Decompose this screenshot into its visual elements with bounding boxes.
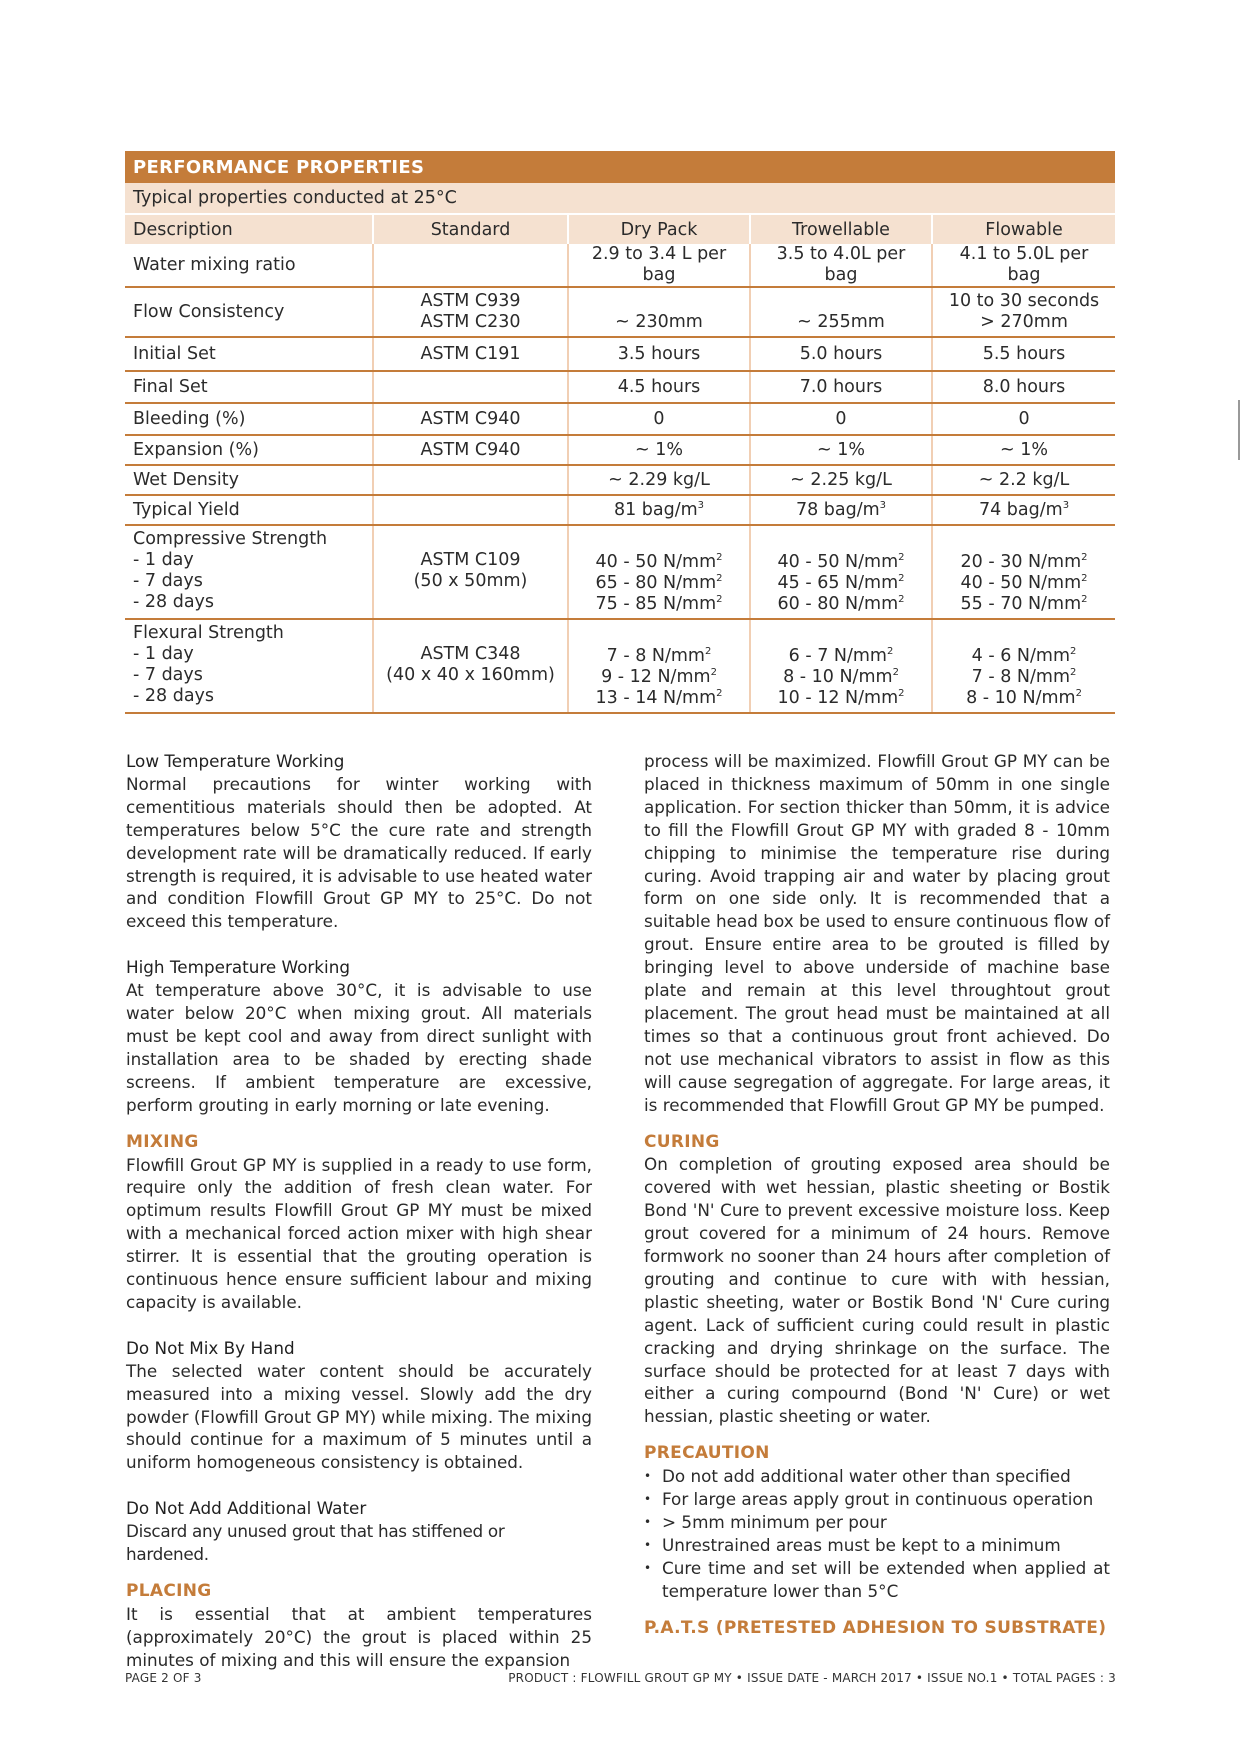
standard-line: ASTM C109	[420, 550, 521, 570]
high-temperature-heading: High Temperature Working	[126, 957, 350, 978]
cell-flowable	[932, 525, 1115, 619]
superscript: 2	[716, 573, 723, 585]
value-text: 40 - 50 N/mm	[777, 552, 899, 572]
superscript: 2	[892, 667, 899, 679]
table-row-expansion	[125, 435, 1115, 465]
cell-dry-pack	[568, 619, 750, 713]
value-line	[759, 552, 923, 573]
list-item: • Unrestrained areas must be kept to a minimum	[644, 1534, 1110, 1557]
value-text: 75 - 85 N/mm	[595, 594, 717, 614]
cell-dry-pack: 2.9 to 3.4 L per bag	[568, 244, 750, 287]
description-line: Flexural Strength	[133, 623, 284, 643]
superscript: 3	[879, 499, 887, 511]
row-standard	[373, 371, 568, 403]
standard-line: (50 x 50mm)	[413, 571, 528, 591]
superscript: 2	[716, 594, 723, 606]
description-line: - 1 day	[133, 644, 194, 664]
superscript: 2	[898, 688, 905, 700]
cell-trowellable	[750, 495, 932, 525]
value-line	[577, 667, 741, 688]
value-text: 7 - 8 N/mm	[971, 667, 1070, 687]
cell-dry-pack	[568, 525, 750, 619]
cell-dry-pack: 3.5 hours	[568, 337, 750, 371]
value-text: 60 - 80 N/mm	[777, 594, 899, 614]
superscript: 2	[898, 594, 905, 606]
row-description: Initial Set	[125, 337, 373, 371]
value-line	[577, 688, 741, 709]
table-row-compressive-strength	[125, 525, 1115, 619]
description-line: - 28 days	[133, 686, 215, 706]
do-not-mix-by-hand-text: The selected water content should be accurately measured into a mixing vessel. Slowly add the dry powder (Flowfill Grout GP MY) while mixing. The mixing should continue for a maximum of 5 minutes until a uniform homogeneous consistency is obtained.	[126, 1360, 592, 1473]
value-line	[941, 688, 1107, 709]
standard-line: ASTM C939	[420, 291, 521, 311]
description-line: Compressive Strength	[133, 529, 328, 549]
superscript: 2	[1081, 594, 1088, 606]
standard-line: ASTM C348	[420, 644, 521, 664]
table-row-flow-consistency	[125, 287, 1115, 337]
cell-trowellable: ~ 2.25 kg/L	[750, 465, 932, 495]
row-standard	[373, 244, 568, 287]
low-temperature-text: Normal precautions for winter working with cementitious materials should then be adopted. At temperatures below 5°C the cure rate and strength development rate will be dramatically reduced. If early strength is required, it is advisable to use heated water and condition Flowfill Grout GP MY to 25°C. Do not exceed this temperature.	[126, 773, 592, 932]
left-text-column	[126, 750, 592, 1672]
description-line: - 7 days	[133, 571, 203, 591]
value-line: > 270mm	[980, 312, 1068, 332]
cell-dry-pack: ~ 1%	[568, 435, 750, 465]
value-line	[941, 552, 1107, 573]
curing-heading: CURING	[644, 1131, 720, 1152]
cell-flowable: ~ 1%	[932, 435, 1115, 465]
cell-trowellable: 7.0 hours	[750, 371, 932, 403]
table-header-row	[125, 214, 1115, 244]
superscript: 2	[1075, 688, 1082, 700]
value-line	[759, 688, 923, 709]
cell-flowable: 8.0 hours	[932, 371, 1115, 403]
row-description	[125, 619, 373, 713]
value-line	[941, 667, 1107, 688]
value-line	[759, 667, 923, 688]
value-text: 65 - 80 N/mm	[595, 573, 717, 593]
footer-product-info: PRODUCT : FLOWFILL GROUT GP MY • ISSUE DATE - MARCH 2017 • ISSUE NO.1 • TOTAL PAGES : 3	[508, 1671, 1116, 1685]
list-item: • Cure time and set will be extended when applied at temperature lower than 5°C	[644, 1557, 1110, 1603]
value-text: 13 - 14 N/mm	[595, 688, 717, 708]
standard-line: (40 x 40 x 160mm)	[386, 665, 555, 685]
row-description: Wet Density	[125, 465, 373, 495]
precaution-list	[644, 1465, 1110, 1602]
value-line	[759, 646, 923, 667]
cell-dry-pack: 0	[568, 403, 750, 435]
cell-trowellable: ~ 1%	[750, 435, 932, 465]
table-row-final-set	[125, 371, 1115, 403]
value-text: 40 - 50 N/mm	[595, 552, 717, 572]
value-line	[577, 594, 741, 615]
row-standard	[373, 619, 568, 713]
value-line	[577, 573, 741, 594]
table-row-water-mixing-ratio	[125, 244, 1115, 287]
cell-flowable: 4.1 to 5.0L per bag	[932, 244, 1115, 287]
standard-line: ASTM C230	[420, 312, 521, 332]
placing-continued-text: process will be maximized. Flowfill Grout GP MY can be placed in thickness maximum of 50mm in one single application. For section thicker than 50mm, it is advice to fill the Flowfill Grout GP MY with graded 8 - 10mm chipping to minimise the temperature rise during curing. Avoid trapping air and water by placing grout form on one side only. It is recommended that a suitable head box be used to ensure continuous flow of grout. Ensure entire area to be grouted is filled by bringing level to above underside of machine base plate and remain at this level throughtout grout placement. The grout head must be maintained at all times so that a continuous grout front achieved. Do not use mechanical vibrators to assist in flow as this will cause segregation of aggregate. For large areas, it is recommended that Flowfill Grout GP MY be pumped.	[644, 751, 1110, 1115]
table-title: PERFORMANCE PROPERTIES	[125, 151, 1115, 183]
do-not-mix-by-hand-heading: Do Not Mix By Hand	[126, 1337, 295, 1358]
table-row-flexural-strength	[125, 619, 1115, 713]
table-subtitle: Typical properties conducted at 25°C	[125, 183, 1115, 214]
row-standard	[373, 465, 568, 495]
superscript: 2	[710, 667, 717, 679]
row-standard	[373, 287, 568, 337]
value-line	[577, 646, 741, 667]
cell-dry-pack: ~ 230mm	[568, 287, 750, 337]
superscript: 2	[1070, 646, 1077, 658]
list-item: • For large areas apply grout in continuous operation	[644, 1488, 1110, 1511]
value-text: 10 - 12 N/mm	[777, 688, 899, 708]
value-text: 45 - 65 N/mm	[777, 573, 899, 593]
table-subtitle-row	[125, 183, 1115, 214]
column-header: Dry Pack	[568, 214, 750, 244]
value-line: 10 to 30 seconds	[948, 291, 1100, 311]
column-header: Description	[125, 214, 373, 244]
superscript: 2	[898, 573, 905, 585]
description-line: - 1 day	[133, 550, 194, 570]
cell-flowable: 5.5 hours	[932, 337, 1115, 371]
cell-flowable: ~ 2.2 kg/L	[932, 465, 1115, 495]
cell-trowellable: 5.0 hours	[750, 337, 932, 371]
value-text: 6 - 7 N/mm	[788, 646, 887, 666]
row-description	[125, 525, 373, 619]
pats-heading: P.A.T.S (PRETESTED ADHESION TO SUBSTRATE)	[644, 1617, 1107, 1638]
list-item: • > 5mm minimum per pour	[644, 1511, 1110, 1534]
right-text-column	[644, 750, 1110, 1640]
placing-heading: PLACING	[126, 1581, 212, 1601]
value-text: 20 - 30 N/mm	[960, 552, 1082, 572]
value-text: 7 - 8 N/mm	[606, 646, 705, 666]
row-description: Expansion (%)	[125, 435, 373, 465]
superscript: 2	[716, 688, 723, 700]
column-header: Standard	[373, 214, 568, 244]
value-text: 40 - 50 N/mm	[960, 573, 1082, 593]
description-line: - 7 days	[133, 665, 203, 685]
row-standard: ASTM C191	[373, 337, 568, 371]
description-line: - 28 days	[133, 592, 215, 612]
cell-trowellable	[750, 525, 932, 619]
row-standard: ASTM C940	[373, 435, 568, 465]
row-standard	[373, 495, 568, 525]
table-row-wet-density	[125, 465, 1115, 495]
value-text: 81 bag/m	[613, 499, 698, 520]
curing-text: On completion of grouting exposed area should be covered with wet hessian, plastic sheeting or Bostik Bond 'N' Cure to prevent excessive moisture loss. Keep grout covered for a minimum of 24 hours. Remove formwork no sooner than 24 hours after completion of grouting and continue to cure with with hessian, plastic sheeting, water or Bostik Bond 'N' Cure curing agent. Lack of sufficient curing could result in plastic cracking and drying shrinkage on the surface. The surface should be protected for at least 7 days with either a curing compournd (Bond 'N' Cure) or wet hessian, plastic sheeting or water.	[644, 1154, 1110, 1427]
performance-properties-table	[125, 151, 1115, 714]
table-title-row	[125, 151, 1115, 183]
row-description: Bleeding (%)	[125, 403, 373, 435]
do-not-add-water-text: Discard any unused grout that has stiffened or hardened.	[126, 1521, 505, 1565]
value-text: 9 - 12 N/mm	[601, 667, 711, 687]
row-standard: ASTM C940	[373, 403, 568, 435]
row-description: Typical Yield	[125, 495, 373, 525]
superscript: 3	[1062, 499, 1070, 511]
value-text: 78 bag/m	[795, 499, 880, 520]
value-text: 8 - 10 N/mm	[966, 688, 1076, 708]
column-header: Flowable	[932, 214, 1115, 244]
cell-dry-pack: ~ 2.29 kg/L	[568, 465, 750, 495]
cell-flowable	[932, 495, 1115, 525]
superscript: 2	[716, 552, 723, 564]
row-description: Water mixing ratio	[125, 244, 373, 287]
superscript: 2	[886, 646, 894, 658]
superscript: 2	[1081, 552, 1088, 564]
value-line	[577, 552, 741, 573]
superscript: 3	[697, 499, 705, 511]
table-row-typical-yield	[125, 495, 1115, 525]
superscript: 2	[898, 552, 905, 564]
value-line	[941, 646, 1107, 667]
superscript: 2	[1081, 573, 1088, 585]
cell-dry-pack	[568, 495, 750, 525]
page-number: PAGE 2 OF 3	[125, 1671, 202, 1685]
row-standard	[373, 525, 568, 619]
value-line	[941, 573, 1107, 594]
superscript: 2	[704, 646, 712, 658]
column-header: Trowellable	[750, 214, 932, 244]
precaution-heading: PRECAUTION	[644, 1443, 770, 1464]
value-text: 4 - 6 N/mm	[971, 646, 1070, 666]
value-text: 74 bag/m	[978, 499, 1063, 520]
value-line	[941, 594, 1107, 615]
list-item: • Do not add additional water other than specified	[644, 1465, 1110, 1488]
cell-flowable: 0	[932, 403, 1115, 435]
placing-text: It is essential that at ambient temperatures (approximately 20°C) the grout is placed within 25 minutes of mixing and this will ensure the expansion	[126, 1603, 592, 1670]
cell-trowellable: 0	[750, 403, 932, 435]
mixing-heading: MIXING	[126, 1131, 199, 1152]
value-line	[759, 573, 923, 594]
table-row-initial-set	[125, 337, 1115, 371]
cell-flowable	[932, 287, 1115, 337]
value-text: 8 - 10 N/mm	[783, 667, 893, 687]
cell-trowellable: 3.5 to 4.0L per bag	[750, 244, 932, 287]
cell-flowable	[932, 619, 1115, 713]
mixing-text: Flowfill Grout GP MY is supplied in a ready to use form, require only the addition of fresh clean water. For optimum results Flowfill Grout GP MY must be mixed with a mechanical forced action mixer with high shear stirrer. It is essential that the grouting operation is continuous hence ensure sufficient labour and mixing capacity is available.	[126, 1154, 592, 1312]
superscript: 2	[1070, 667, 1077, 679]
do-not-add-water-heading: Do Not Add Additional Water	[126, 1498, 367, 1519]
cell-dry-pack: 4.5 hours	[568, 371, 750, 403]
cell-trowellable: ~ 255mm	[750, 287, 932, 337]
value-line	[759, 594, 923, 615]
table-row-bleeding	[125, 403, 1115, 435]
row-description: Flow Consistency	[125, 287, 373, 337]
row-description: Final Set	[125, 371, 373, 403]
cell-trowellable	[750, 619, 932, 713]
value-text: 55 - 70 N/mm	[960, 594, 1082, 614]
low-temperature-heading: Low Temperature Working	[126, 751, 345, 771]
high-temperature-text: At temperature above 30°C, it is advisable to use water below 20°C when mixing grout. All materials must be kept cool and away from direct sunlight with installation area to be shaded by erecting shade screens. If ambient temperature are excessive, perform grouting in early morning or late evening.	[126, 980, 592, 1115]
